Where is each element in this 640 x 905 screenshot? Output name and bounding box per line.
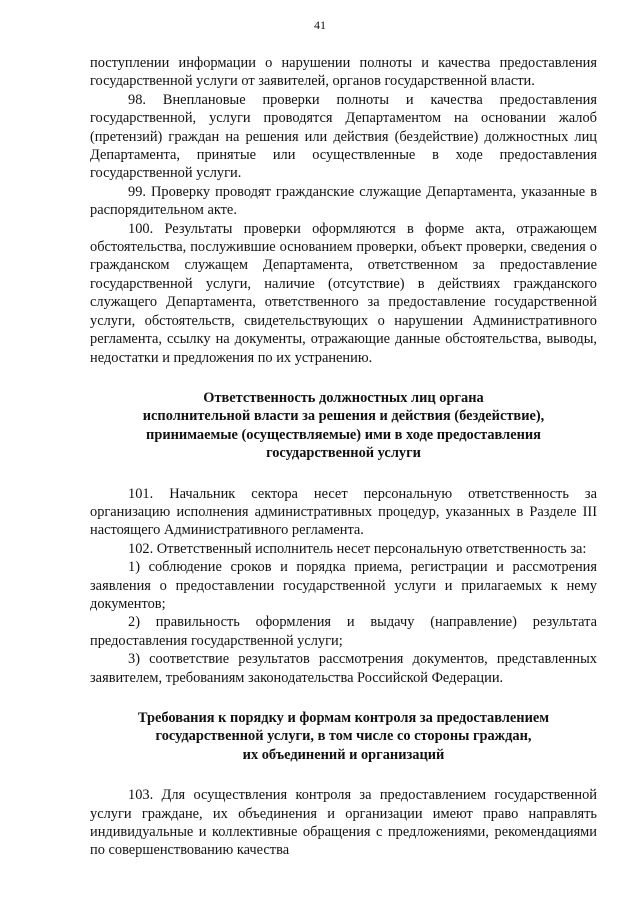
page-number: 41 [314,18,326,32]
section-heading-line: государственной услуги, в том числе со стороны граждан, [155,728,532,745]
section-heading-line: принимаемые (осуществляемые) ими в ходе предоставления [146,426,541,443]
paragraph: 100. Результаты проверки оформляются в форме акта, отражающем обстоятельства, послужившие основанием проверки, объект проверки, сведения о гражданском служащем Департамента, ответственном за предоставление государственной услуги, наличие (отсутствие) в действиях гражданского служащего Департамента, ответственного за предоставление государственной услуги, обстоятельств, свидетельствующих о нарушении Административного регламента, ссылку на документы, отражающие данные обстоятельства, выводы, недостатки и предложения по их устранению. [90,220,597,366]
paragraph: 102. Ответственный исполнитель несет персональную ответственность за: [128,540,587,557]
section-heading-line: исполнительной власти за решения и действия (бездействие), [142,408,545,425]
paragraph: поступлении информации о нарушении полноты и качества предоставления государственной услуги от заявителей, органов государственной власти. [90,55,597,90]
section-heading [90,389,597,463]
section-heading-line: Требования к порядку и формам контроля за предоставлением [137,710,550,726]
paragraph: 101. Начальник сектора несет персональную ответственность за организацию исполнения административных процедур, указанных в Разделе III настоящего Административного регламента. [90,485,597,539]
section-heading-line: их объединений и организаций [242,746,445,763]
section-heading [90,709,597,764]
paragraph: 2) правильность оформления и выдачу (направление) результата предоставления государственной услуги; [90,614,597,649]
section-heading-line: Ответственность должностных лиц органа [203,389,484,406]
paragraph: 98. Внеплановые проверки полноты и качества предоставления государственной, услуги проводятся Департаментом на основании жалоб (претензий) граждан на решения или действия (бездействие) должностных лиц Департамента, принятые или осуществленные в ходе предоставления государственной услуги. [90,91,597,182]
paragraph: 103. Для осуществления контроля за предоставлением государственной услуги граждане, их объединения и организации имеют право направлять индивидуальные и коллективные обращения с предложениями, рекомендациями по совершенствованию качества [90,787,597,859]
document-body [90,54,597,860]
paragraph: 3) соответствие результатов рассмотрения документов, представленных заявителем, требованиям законодательства Российской Федерации. [90,651,597,686]
paragraph: 1) соблюдение сроков и порядка приема, регистрации и рассмотрения заявления о предоставлении государственной услуги и прилагаемых к нему документов; [90,559,597,612]
paragraph: 99. Проверку проводят гражданские служащие Департамента, указанные в распорядительном акте. [90,183,597,219]
section-heading-line: государственной услуги [266,445,421,462]
